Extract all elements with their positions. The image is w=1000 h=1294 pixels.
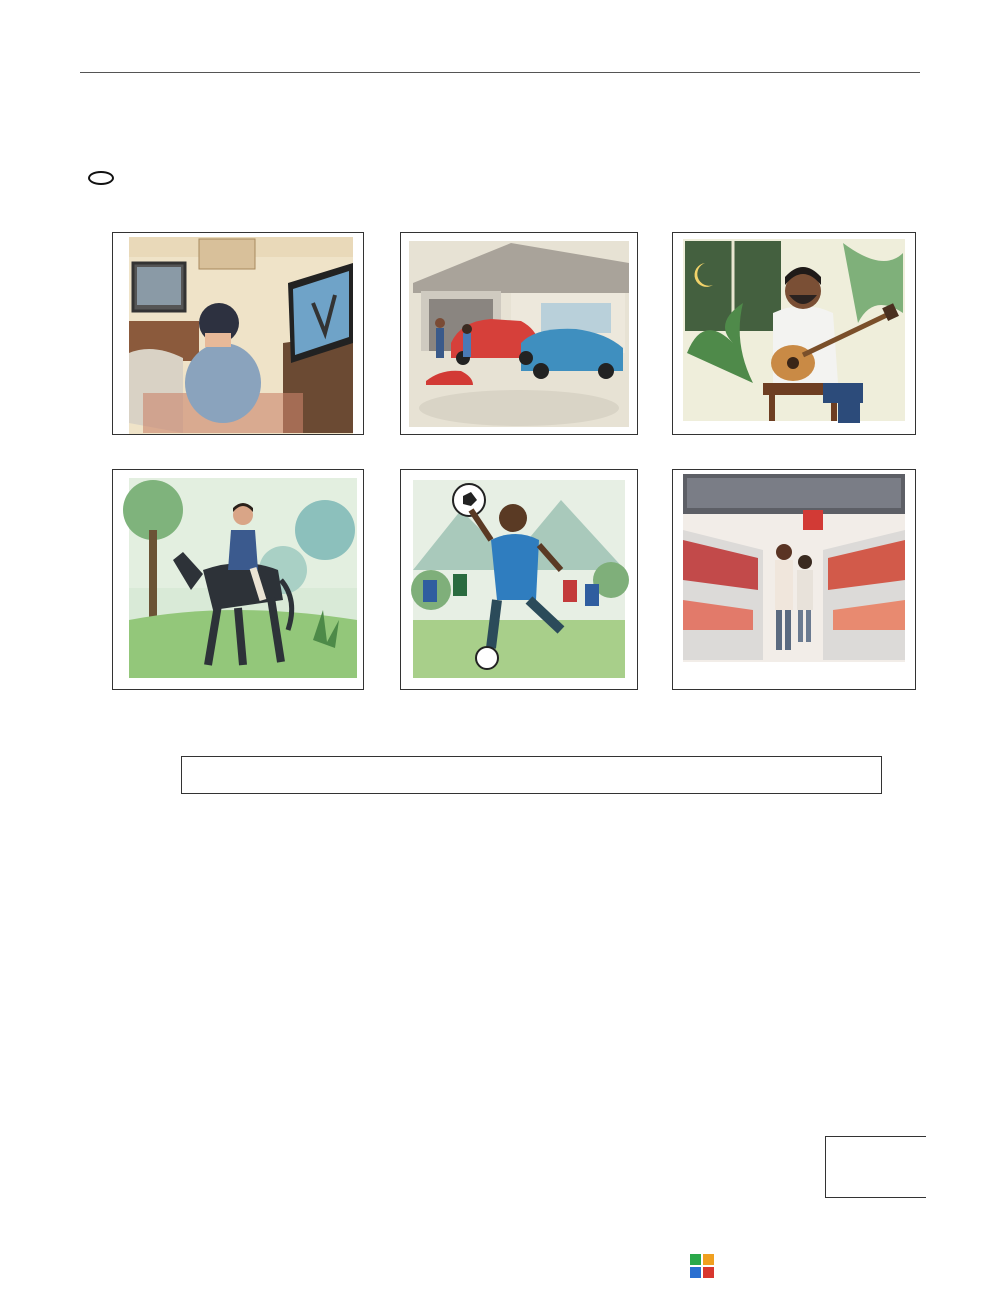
bubble-icon (88, 171, 114, 185)
playing-guitar-image (672, 232, 916, 435)
score-box (825, 1136, 926, 1198)
logo-icon (690, 1254, 714, 1278)
logo-tile (690, 1267, 701, 1278)
logo-tile (703, 1267, 714, 1278)
instructions (84, 134, 914, 191)
liveworksheets-logo (690, 1254, 718, 1278)
column-header-box (181, 756, 882, 794)
playing-football-image (400, 469, 638, 690)
horse-riding-image (112, 469, 364, 690)
washing-cars-image (400, 232, 638, 435)
header-divider (80, 72, 920, 73)
watching-tv-image (112, 232, 364, 435)
logo-tile (703, 1254, 714, 1265)
logo-tile (690, 1254, 701, 1265)
shopping-market-image (672, 469, 916, 690)
